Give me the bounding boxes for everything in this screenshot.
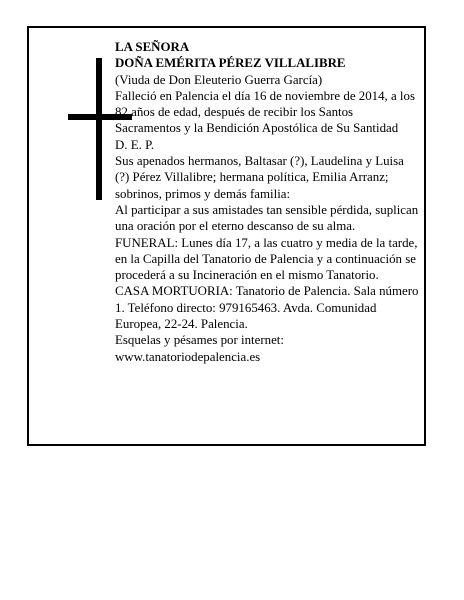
obituary-notice bbox=[27, 26, 426, 446]
rip-text: D. E. P. bbox=[115, 137, 155, 152]
mortuary-details: CASA MORTUORIA: Tanatorio de Palencia. Sala número 1. Teléfono directo: 979165463. Avda. Comunidad Europea, 22-24. Palencia. bbox=[115, 284, 419, 332]
death-announcement: Falleció en Palencia el día 16 de noviembre de 2014, a los 82 años de edad, después de recibir los Santos Sacramentos y la Bendición Apostólica de Su Santidad bbox=[115, 88, 415, 136]
widow-of: (Viuda de Don Eleuterio Guerra García) bbox=[115, 72, 323, 87]
heading-title: LA SEÑORA bbox=[115, 40, 190, 54]
website-link[interactable]: www.tanatoriodepalencia.es bbox=[115, 349, 261, 364]
deceased-name: DOÑA EMÉRITA PÉREZ VILLALIBRE bbox=[115, 56, 346, 71]
cross-vertical-bar bbox=[96, 58, 102, 200]
condolences-label: Esquelas y pésames por internet: bbox=[115, 333, 284, 348]
notice-text bbox=[115, 39, 421, 365]
family-list: Sus apenados hermanos, Baltasar (?), Laudelina y Luisa (?) Pérez Villalibre; hermana política, Emilia Arranz; sobrinos, primos y demás familia: bbox=[115, 154, 404, 201]
prayer-request: Al participar a sus amistades tan sensible pérdida, suplican una oración por el eterno descanso de su alma. bbox=[115, 202, 419, 234]
funeral-details: FUNERAL: Lunes día 17, a las cuatro y media de la tarde, en la Capilla del Tanatorio de Palencia y a continuación se procederá a su Incineración en el mismo Tanatorio. bbox=[115, 235, 418, 283]
